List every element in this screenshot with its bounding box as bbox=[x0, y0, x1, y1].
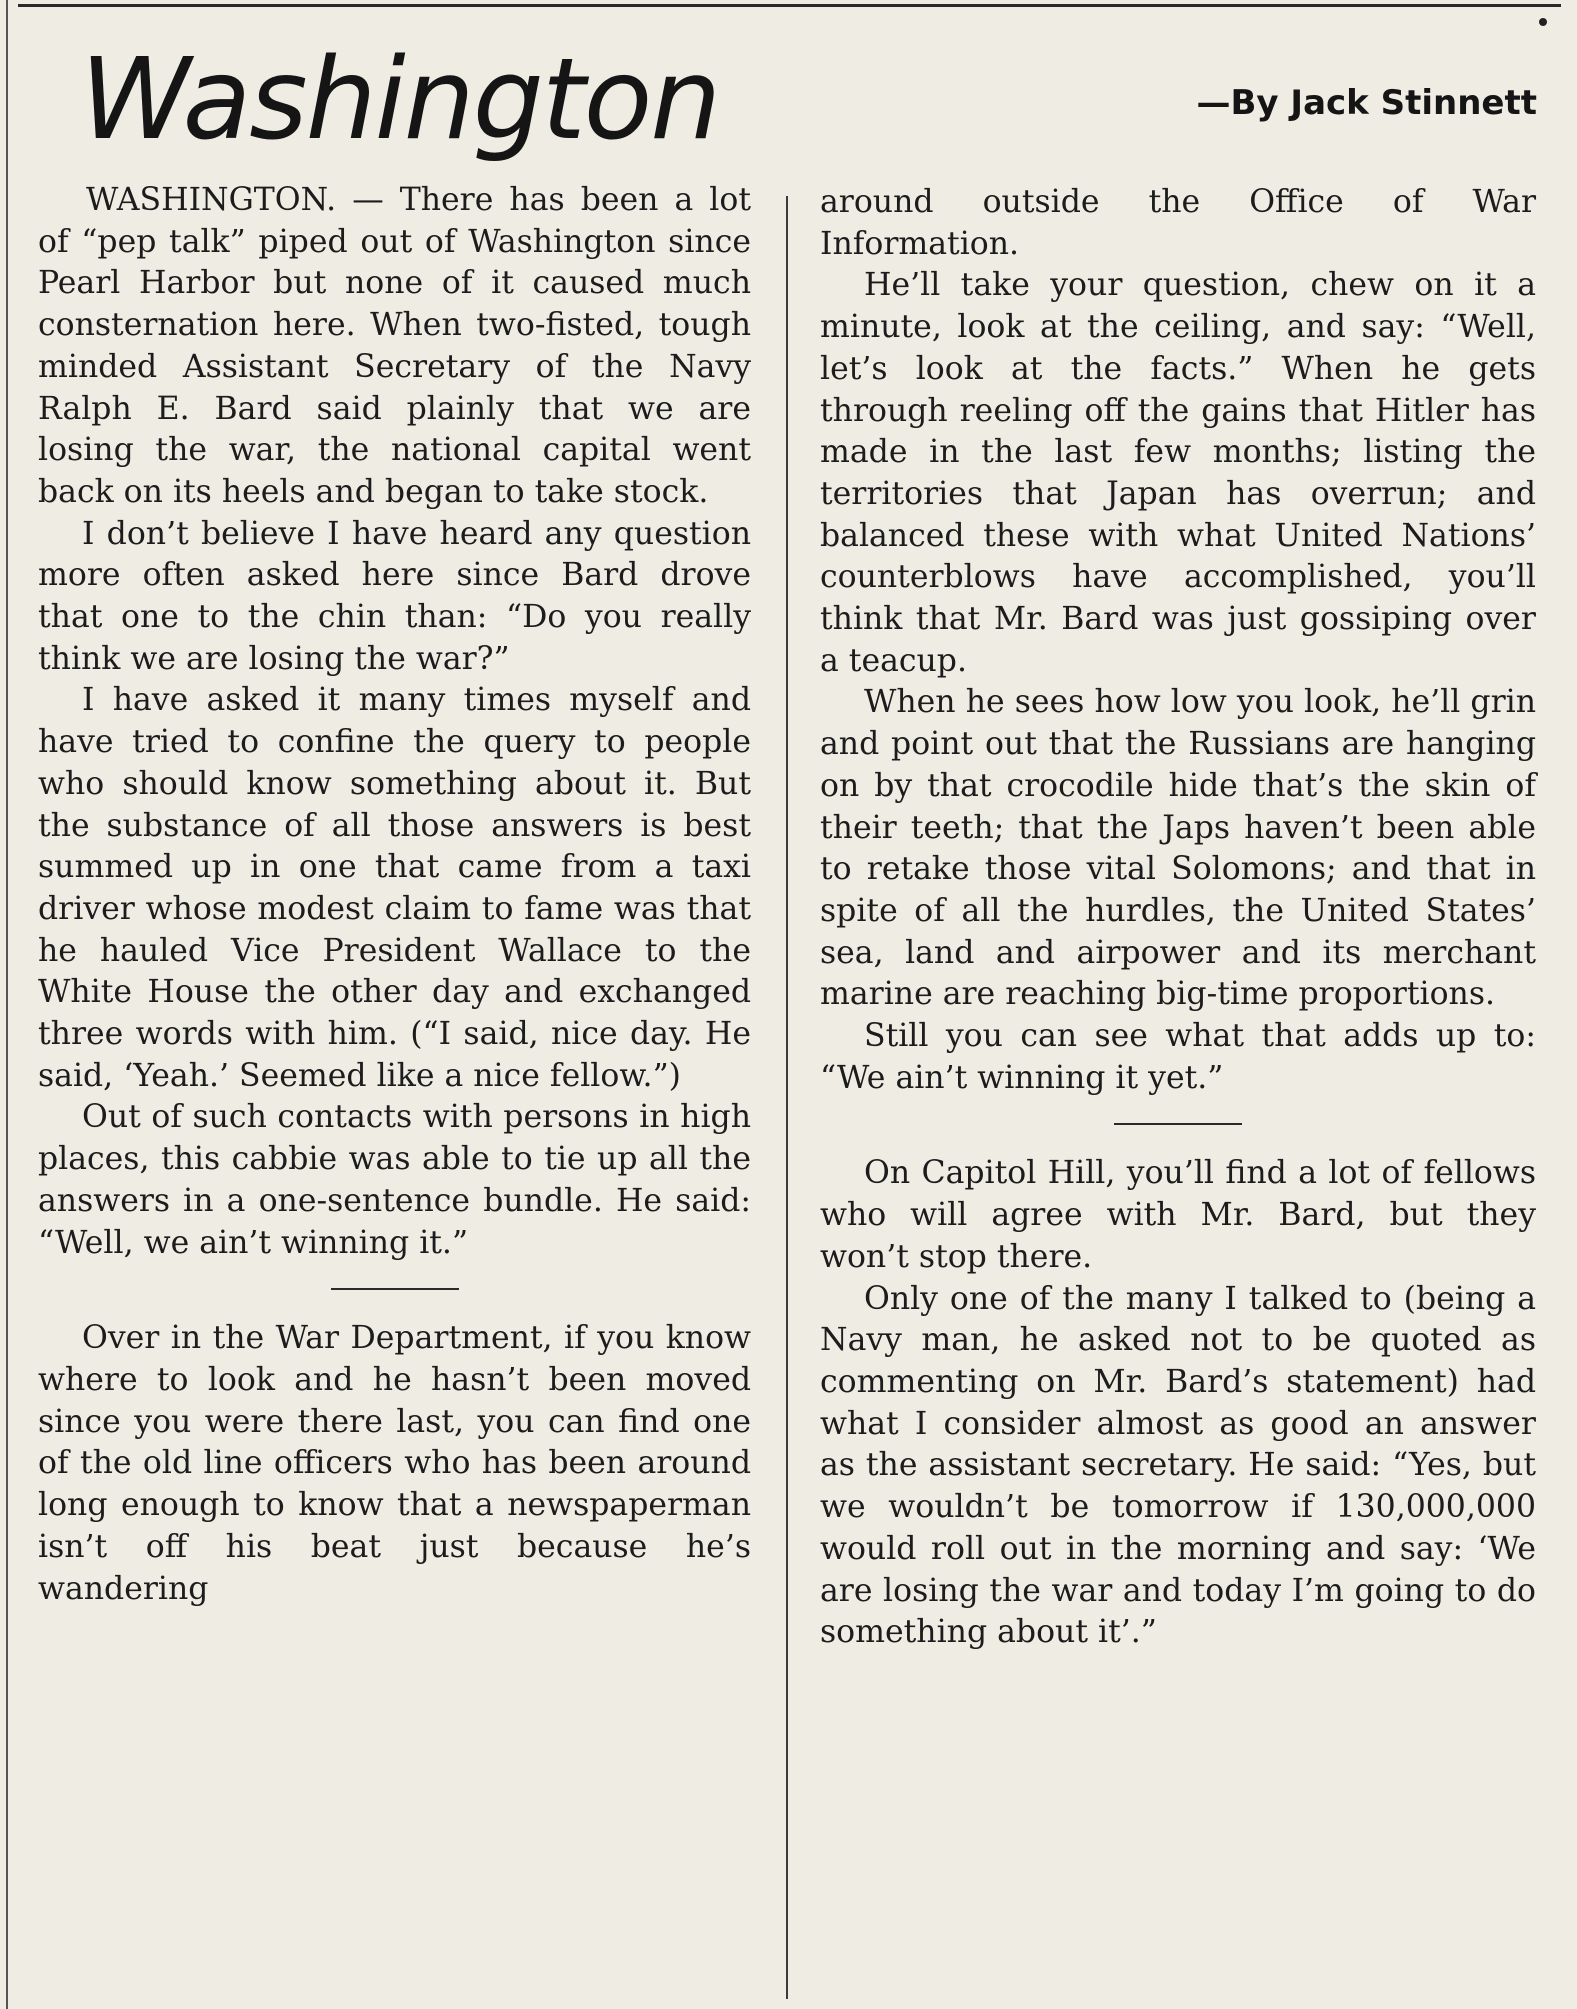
paragraph: Only one of the many I talked to (being a Navy man, he asked not to be quoted as commenting on Mr. Bard’s statement) had what I consider almost as good an answer as the assistant secretary. He said: “Yes, but we wouldn’t be tomorrow if 130,000,000 would roll out in the morning and say: ‘We are losing the war and today I’m going to do something about it’.” bbox=[820, 1280, 1536, 1651]
column-divider bbox=[786, 196, 788, 1999]
paragraph: around outside the Office of War Information. bbox=[820, 184, 1536, 262]
right-text-column bbox=[820, 182, 1536, 1999]
column-title: Washington bbox=[80, 35, 720, 165]
byline: —By Jack Stinnett bbox=[1196, 83, 1537, 123]
paragraph: Out of such contacts with persons in high places, this cabbie was able to tie up all the answers in a one-sentence bundle. He said: “Well, we ain’t winning it.” bbox=[38, 1099, 751, 1261]
section-separator bbox=[331, 1288, 459, 1290]
paragraph: WASHINGTON. — There has been a lot of “pep talk” piped out of Washington since Pearl Harbor but none of it caused much consternation here. When two-fisted, tough minded Assistant Secretary of the Navy Ralph E. Bard said plainly that we are losing the war, the national capital went back on its heels and began to take stock. bbox=[38, 182, 751, 510]
paragraph: On Capitol Hill, you’ll find a lot of fellows who will agree with Mr. Bard, but they won’t stop there. bbox=[820, 1155, 1536, 1275]
paragraph: I have asked it many times myself and have tried to confine the query to people who should know something about it. But the substance of all those answers is best summed up in one that came from a taxi driver whose modest claim to fame was that he hauled Vice President Wallace to the White House the other day and exchanged three words with him. (“I said, nice day. He said, ‘Yeah.’ Seemed like a nice fellow.”) bbox=[38, 682, 751, 1094]
section-separator bbox=[1114, 1123, 1242, 1125]
paragraph: When he sees how low you look, he’ll grin and point out that the Russians are hanging on by that crocodile hide that’s the skin of their teeth; that the Japs haven’t been able to retake those vital Solomons; and that in spite of all the hurdles, the United States’ sea, land and airpower and its merchant marine are reaching big-time proportions. bbox=[820, 684, 1536, 1013]
paragraph: Over in the War Department, if you know where to look and he hasn’t been moved since you were there last, you can find one of the old line officers who has been around long enough to know that a newspaperman isn’t off his beat just because he’s wandering bbox=[38, 1320, 751, 1607]
paragraph: He’ll take your question, chew on it a minute, look at the ceiling, and say: “Well, let’s look at the facts.” When he gets through reeling off the gains that Hitler has made in the last few months; listing the territories that Japan has overrun; and balanced these with what United Nations’ counterblows have accomplished, you’ll think that Mr. Bard was just gossiping over a teacup. bbox=[820, 267, 1536, 679]
column-header bbox=[0, 20, 1577, 170]
left-text-column bbox=[38, 180, 751, 1999]
paragraph: I don’t believe I have heard any question more often asked here since Bard drove that one to the chin than: “Do you really think we are losing the war?” bbox=[38, 515, 751, 677]
top-rule bbox=[18, 4, 1561, 7]
left-margin-rule bbox=[6, 0, 8, 2009]
paragraph: Still you can see what that adds up to: “We ain’t winning it yet.” bbox=[820, 1018, 1536, 1096]
